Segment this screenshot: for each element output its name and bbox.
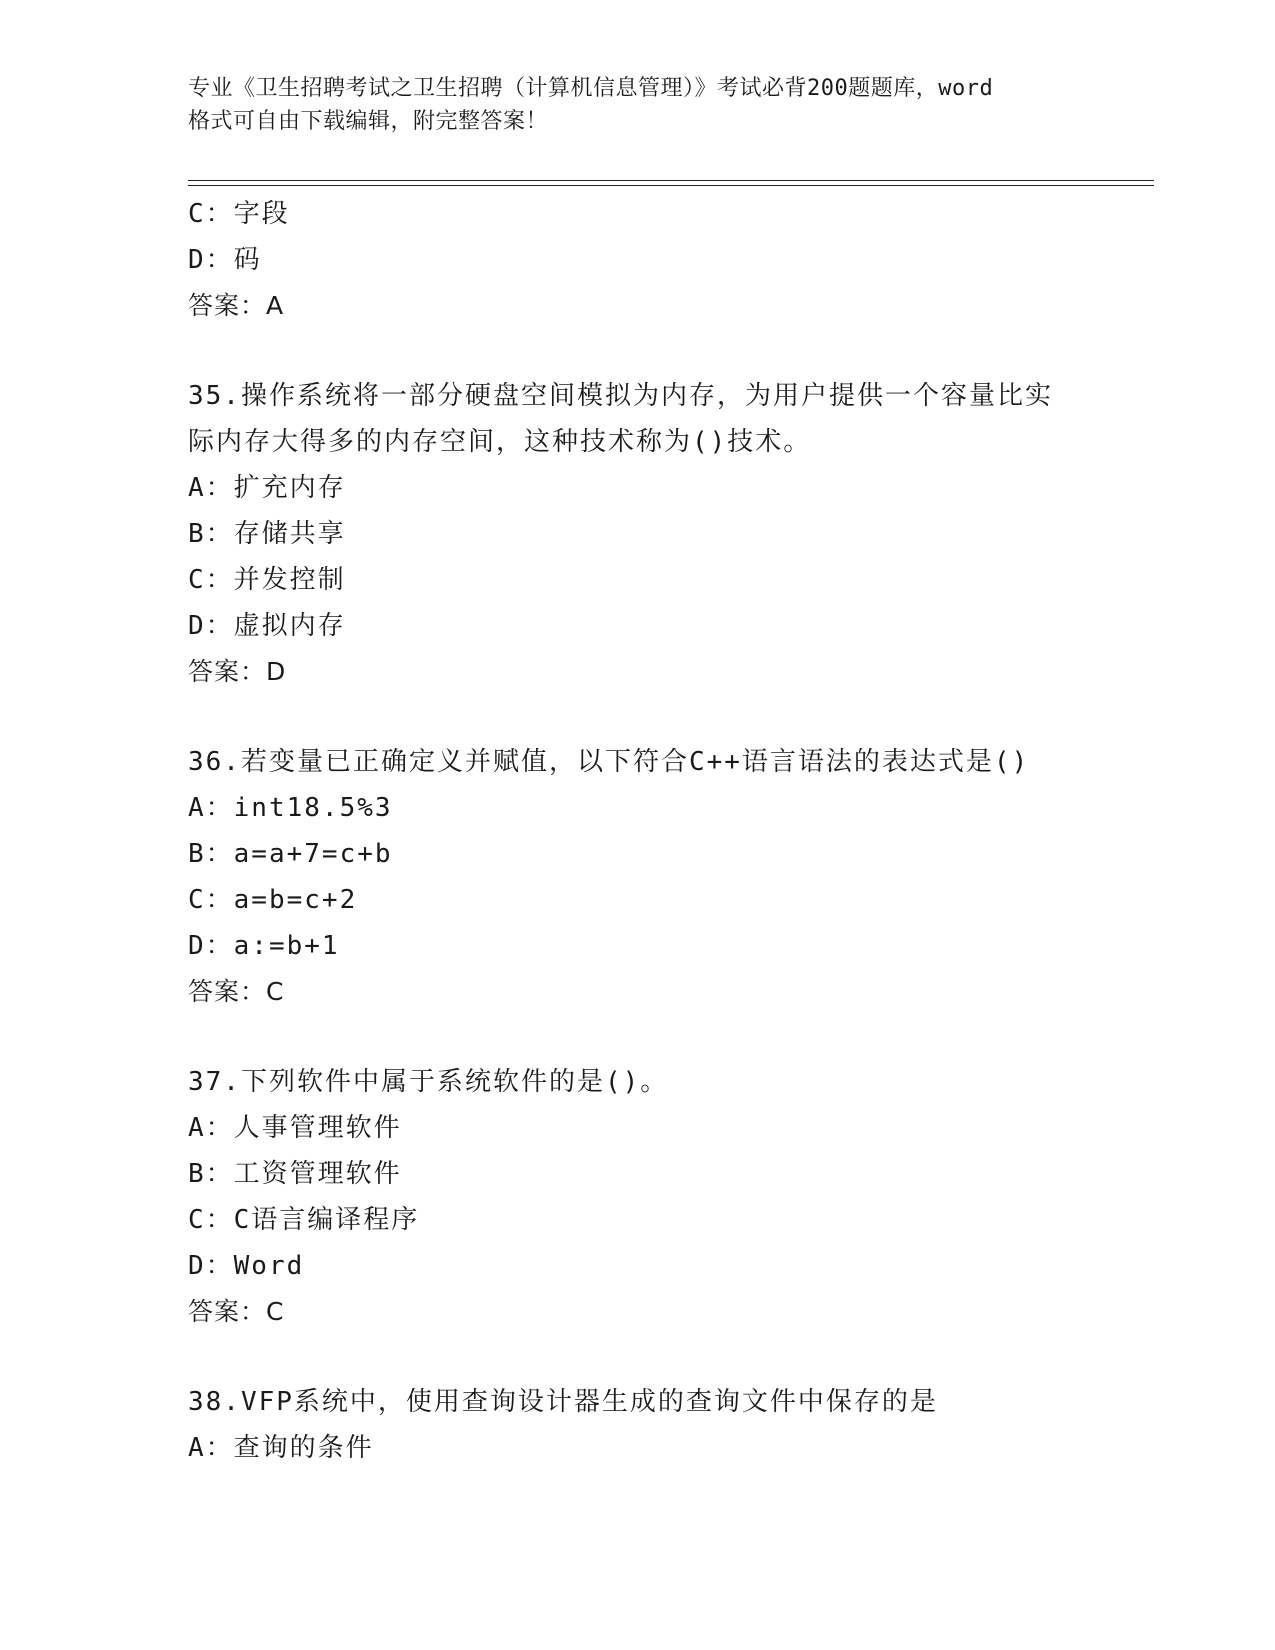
- header-line-2: 格式可自由下载编辑，附完整答案！: [188, 109, 549, 134]
- option-item: A：int18.5%3: [188, 793, 393, 823]
- option-item: C：字段: [188, 199, 290, 229]
- option-item: A：扩充内存: [188, 473, 346, 503]
- option-item: D：码: [188, 245, 262, 275]
- option-item: C：C语言编译程序: [188, 1205, 420, 1235]
- option-item: C：并发控制: [188, 565, 346, 595]
- option-item: B：a=a+7=c+b: [188, 839, 393, 869]
- question-36: [188, 739, 1128, 1015]
- question-text-continued: 际内存大得多的内存空间，这种技术称为()技术。: [188, 427, 812, 457]
- option-item: B：工资管理软件: [188, 1159, 402, 1189]
- option-item: C：a=b=c+2: [188, 885, 358, 915]
- answer-line: 答案：C: [188, 1297, 285, 1326]
- question-text: 38.VFP系统中，使用查询设计器生成的查询文件中保存的是: [188, 1387, 938, 1417]
- answer-line: 答案：A: [188, 291, 285, 320]
- question-text: 37.下列软件中属于系统软件的是()。: [188, 1067, 669, 1097]
- option-item: D：a:=b+1: [188, 931, 340, 961]
- question-35: [188, 373, 1128, 695]
- option-item: B：存储共享: [188, 519, 346, 549]
- document-header: [188, 72, 1088, 138]
- question-37: [188, 1059, 1128, 1335]
- option-item: D：Word: [188, 1251, 305, 1281]
- answer-line: 答案：D: [188, 657, 287, 686]
- header-divider-bottom: [188, 185, 1154, 186]
- option-item: A：查询的条件: [188, 1433, 374, 1463]
- header-line-1: 专业《卫生招聘考试之卫生招聘（计算机信息管理）》考试必背200题题库，word: [188, 76, 994, 101]
- answer-line: 答案：C: [188, 977, 285, 1006]
- question-text: 36.若变量已正确定义并赋值，以下符合C++语言语法的表达式是(): [188, 747, 1030, 777]
- question-partial: [188, 191, 1128, 329]
- option-item: A：人事管理软件: [188, 1113, 402, 1143]
- question-text: 35.操作系统将一部分硬盘空间模拟为内存，为用户提供一个容量比实: [188, 381, 1053, 411]
- option-item: D：虚拟内存: [188, 611, 346, 641]
- header-divider-top: [188, 180, 1154, 181]
- document-body: [188, 191, 1128, 1471]
- question-38: [188, 1379, 1128, 1471]
